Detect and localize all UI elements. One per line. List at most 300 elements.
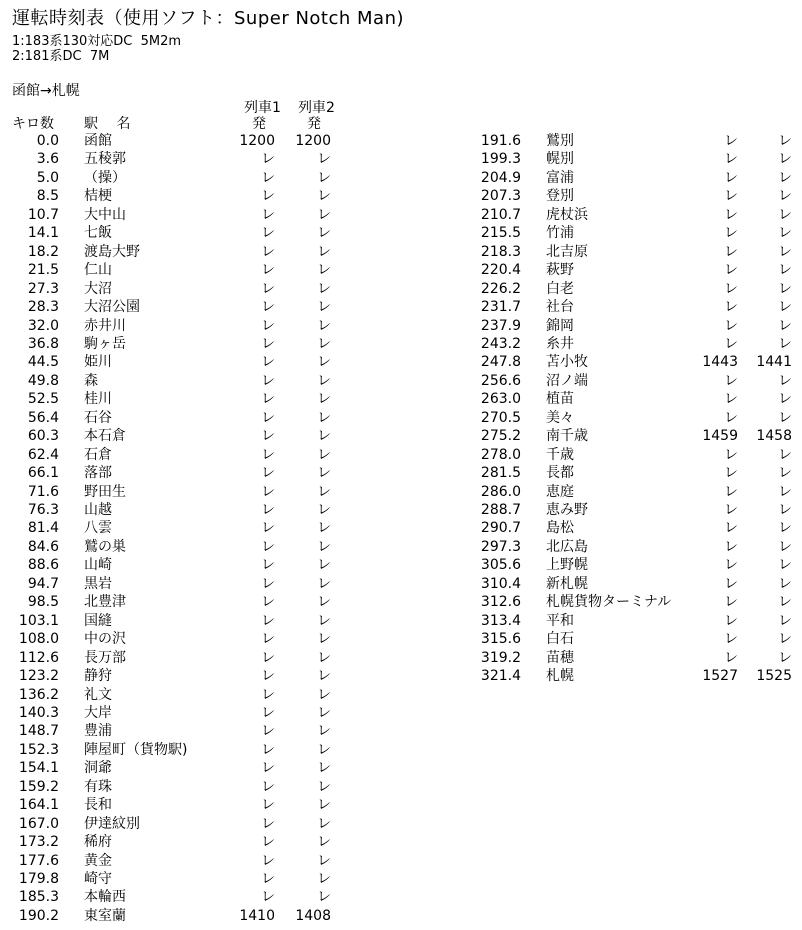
train-2-time: レ — [317, 741, 331, 758]
timetable-row — [0, 556, 802, 574]
distance-km: 204.9 — [480, 169, 521, 186]
train-2-time: レ — [317, 243, 331, 260]
train-1-time: レ — [261, 704, 275, 721]
distance-km: 218.3 — [480, 243, 521, 260]
train-1-time: レ — [724, 446, 738, 463]
timetable-row — [0, 519, 802, 537]
train-1-departure-header: 発 — [252, 116, 266, 132]
distance-km: 56.4 — [27, 409, 59, 426]
station-name: 南千歳 — [546, 428, 588, 445]
train-2-time: レ — [778, 409, 792, 426]
station-name: 平和 — [546, 612, 574, 629]
distance-km: 84.6 — [27, 538, 59, 555]
train-1-time: レ — [261, 520, 275, 537]
distance-km: 313.4 — [480, 612, 521, 629]
distance-km: 270.5 — [480, 409, 521, 426]
distance-km: 108.0 — [18, 631, 59, 648]
train-1-time: レ — [261, 871, 275, 887]
station-name: 桂川 — [84, 391, 112, 408]
train-2-time: レ — [317, 575, 331, 592]
distance-km: 305.6 — [480, 557, 521, 574]
train-1-time: レ — [261, 262, 275, 279]
timetable-row — [0, 390, 802, 408]
train-1-time: レ — [261, 631, 275, 648]
train-2-time: 1525 — [756, 668, 792, 685]
station-name: 白老 — [546, 280, 574, 297]
train-1-time: レ — [724, 557, 738, 574]
train-2-time: レ — [317, 502, 331, 518]
distance-km: 231.7 — [480, 299, 521, 316]
train-1-time: 1410 — [239, 907, 275, 924]
train-2-time: レ — [317, 317, 331, 334]
train-1-time: レ — [724, 133, 738, 149]
timetable-row — [0, 335, 802, 353]
timetable-row — [0, 649, 802, 667]
station-name: 山崎 — [84, 557, 112, 574]
station-name: 札幌 — [546, 668, 574, 685]
train-2-time: レ — [317, 169, 331, 186]
timetable-row — [0, 741, 802, 759]
train-1-time: レ — [724, 151, 738, 168]
train-2-time: レ — [317, 834, 331, 851]
timetable-row — [0, 280, 802, 298]
train-2-time: レ — [778, 188, 792, 205]
train-1-time: レ — [261, 372, 275, 389]
station-name: 森 — [84, 372, 98, 389]
train-1-time: 1527 — [702, 668, 738, 685]
station-name: 鷲別 — [546, 133, 574, 149]
train-2-time: 1441 — [756, 354, 792, 371]
train-1-time: レ — [261, 465, 275, 482]
timetable-row — [0, 353, 802, 371]
train-1-time: レ — [261, 741, 275, 758]
timetable-row — [0, 446, 802, 464]
timetable-row — [0, 870, 802, 888]
train-2-time: レ — [778, 262, 792, 279]
train-2-time: レ — [317, 557, 331, 574]
station-name: 美々 — [546, 409, 574, 426]
direction-label: 函館→札幌 — [12, 83, 80, 99]
train-2-time: レ — [778, 520, 792, 537]
station-name: 鷲の巣 — [84, 538, 126, 555]
timetable-row — [0, 298, 802, 316]
train-2-time: レ — [317, 151, 331, 168]
distance-km: 247.8 — [480, 354, 521, 371]
distance-km: 140.3 — [18, 704, 59, 721]
train-2-time: レ — [778, 631, 792, 648]
train-2-time: レ — [778, 538, 792, 555]
train-2-time: レ — [317, 335, 331, 352]
train-1-time: レ — [261, 575, 275, 592]
distance-km: 207.3 — [480, 188, 521, 205]
station-name: 恵庭 — [546, 483, 574, 500]
train-1-time: レ — [724, 188, 738, 205]
train-1-time: レ — [724, 335, 738, 352]
train-2-time: レ — [778, 483, 792, 500]
station-name: 新札幌 — [546, 575, 588, 592]
distance-km: 49.8 — [27, 372, 59, 389]
train-2-time: レ — [317, 372, 331, 389]
distance-km: 103.1 — [18, 612, 59, 629]
train-1-time: レ — [261, 889, 275, 906]
train-1-time: 1443 — [702, 354, 738, 371]
station-name: 長和 — [84, 797, 112, 814]
timetable-row — [0, 206, 802, 224]
train-2-time: レ — [317, 815, 331, 832]
station-name: 虎杖浜 — [546, 206, 588, 223]
train-1-time: レ — [724, 206, 738, 223]
train-1-time: レ — [261, 243, 275, 260]
distance-km: 185.3 — [18, 889, 59, 906]
train-2-time: レ — [317, 446, 331, 463]
train-1-header: 列車1 — [244, 100, 281, 116]
train-1-time: レ — [261, 428, 275, 445]
train-2-time: レ — [778, 243, 792, 260]
train-1-time: レ — [261, 723, 275, 740]
train-2-time: レ — [778, 594, 792, 611]
train-2-time: レ — [778, 280, 792, 297]
distance-km: 21.5 — [27, 262, 59, 279]
train-1-time: レ — [724, 372, 738, 389]
train-1-time: レ — [724, 538, 738, 555]
station-header: 駅 名 — [84, 116, 131, 132]
timetable-row — [0, 372, 802, 390]
train-1-time: レ — [261, 446, 275, 463]
train-2-time: 1200 — [295, 133, 331, 149]
station-name: 黒岩 — [84, 575, 112, 592]
station-name: 萩野 — [546, 262, 574, 279]
distance-km: 98.5 — [27, 594, 59, 611]
distance-km: 27.3 — [27, 280, 59, 297]
distance-km: 310.4 — [480, 575, 521, 592]
distance-km: 10.7 — [27, 206, 59, 223]
station-name: 沼ノ端 — [546, 372, 588, 389]
station-name: 野田生 — [84, 483, 126, 500]
distance-km: 76.3 — [27, 502, 59, 518]
train-2-time: レ — [778, 649, 792, 666]
distance-km: 173.2 — [18, 834, 59, 851]
train-1-time: レ — [261, 280, 275, 297]
station-name: 赤井川 — [84, 317, 126, 334]
train-2-time: レ — [778, 133, 792, 149]
timetable-row — [0, 852, 802, 870]
train-2-time: レ — [778, 299, 792, 316]
train-2-time: 1458 — [756, 428, 792, 445]
station-name: 竹浦 — [546, 225, 574, 242]
train-1-time: レ — [724, 612, 738, 629]
station-name: 上野幌 — [546, 557, 588, 574]
train-2-time: レ — [778, 372, 792, 389]
station-name: 黄金 — [84, 852, 112, 869]
station-name: 長都 — [546, 465, 574, 482]
timetable-row — [0, 612, 802, 630]
distance-km: 321.4 — [480, 668, 521, 685]
distance-km: 191.6 — [480, 133, 521, 149]
train-2-time: レ — [317, 520, 331, 537]
distance-km: 123.2 — [18, 668, 59, 685]
train-2-time: レ — [778, 317, 792, 334]
distance-km: 36.8 — [27, 335, 59, 352]
train-1-time: レ — [724, 594, 738, 611]
station-name: 函館 — [84, 133, 112, 149]
distance-km: 60.3 — [27, 428, 59, 445]
train-2-time: 1408 — [295, 907, 331, 924]
distance-km: 159.2 — [18, 778, 59, 795]
timetable-row — [0, 169, 802, 187]
train-2-time: レ — [778, 151, 792, 168]
train-1-time: レ — [261, 225, 275, 242]
station-name: 富浦 — [546, 169, 574, 186]
train-2-time: レ — [778, 575, 792, 592]
distance-km: 0.0 — [36, 133, 59, 149]
distance-km: 148.7 — [18, 723, 59, 740]
train-2-time: レ — [778, 206, 792, 223]
distance-km: 297.3 — [480, 538, 521, 555]
timetable-row — [0, 759, 802, 777]
train-1-time: レ — [261, 594, 275, 611]
distance-km: 190.2 — [18, 907, 59, 924]
distance-km: 281.5 — [480, 465, 521, 482]
distance-km: 275.2 — [480, 428, 521, 445]
timetable-row — [0, 409, 802, 427]
train-1-time: レ — [724, 243, 738, 260]
timetable-row — [0, 593, 802, 611]
station-name: 北広島 — [546, 538, 588, 555]
train-1-time: レ — [261, 409, 275, 426]
train-2-time: レ — [317, 668, 331, 685]
station-name: 落部 — [84, 465, 112, 482]
station-name: 豊浦 — [84, 723, 112, 740]
train-1-time: レ — [261, 317, 275, 334]
station-name: 山越 — [84, 502, 112, 518]
station-name: 糸井 — [546, 335, 574, 352]
timetable-row — [0, 575, 802, 593]
distance-km: 152.3 — [18, 741, 59, 758]
train-1-time: レ — [261, 391, 275, 408]
timetable-row — [0, 150, 802, 168]
timetable-row — [0, 686, 802, 704]
station-name: 大沼公園 — [84, 299, 140, 316]
timetable-row — [0, 815, 802, 833]
station-name: 千歳 — [546, 446, 574, 463]
km-header: キロ数 — [12, 116, 54, 132]
train-2-time: レ — [317, 612, 331, 629]
train-1-time: レ — [724, 391, 738, 408]
distance-km: 263.0 — [480, 391, 521, 408]
station-name: 大岸 — [84, 704, 112, 721]
train-2-departure-header: 発 — [307, 116, 321, 132]
station-name: 駒ヶ岳 — [84, 335, 126, 352]
train-2-time: レ — [778, 391, 792, 408]
timetable-row — [0, 722, 802, 740]
distance-km: 66.1 — [27, 465, 59, 482]
station-name: 本石倉 — [84, 428, 126, 445]
station-name: 仁山 — [84, 262, 112, 279]
distance-km: 220.4 — [480, 262, 521, 279]
distance-km: 32.0 — [27, 317, 59, 334]
station-name: 苗穂 — [546, 649, 574, 666]
train-2-description: 2:181系DC 7M — [12, 49, 110, 64]
train-2-time: レ — [778, 446, 792, 463]
station-name: 社台 — [546, 299, 574, 316]
distance-km: 290.7 — [480, 520, 521, 537]
timetable-row — [0, 630, 802, 648]
station-name: 本輪西 — [84, 889, 126, 906]
station-name: 礼文 — [84, 686, 112, 703]
train-2-time: レ — [317, 299, 331, 316]
distance-km: 215.5 — [480, 225, 521, 242]
station-name: 崎守 — [84, 871, 112, 887]
train-1-time: レ — [724, 520, 738, 537]
station-name: 白石 — [546, 631, 574, 648]
page-title: 運転時刻表（使用ソフト：Super Notch Man) — [12, 8, 405, 29]
timetable-row — [0, 501, 802, 519]
train-2-time: レ — [778, 465, 792, 482]
train-1-time: レ — [261, 649, 275, 666]
train-2-time: レ — [317, 262, 331, 279]
train-1-time: レ — [724, 169, 738, 186]
station-name: 植苗 — [546, 391, 574, 408]
distance-km: 288.7 — [480, 502, 521, 518]
train-2-time: レ — [317, 723, 331, 740]
train-1-time: レ — [261, 834, 275, 851]
timetable-row — [0, 483, 802, 501]
train-2-time: レ — [778, 612, 792, 629]
timetable-row — [0, 778, 802, 796]
train-1-time: レ — [261, 354, 275, 371]
train-1-time: レ — [261, 299, 275, 316]
timetable-row — [0, 187, 802, 205]
train-2-time: レ — [317, 391, 331, 408]
station-name: 札幌貨物ターミナル — [546, 594, 672, 611]
train-2-header: 列車2 — [298, 100, 335, 116]
train-2-time: レ — [317, 428, 331, 445]
distance-km: 8.5 — [36, 188, 59, 205]
distance-km: 81.4 — [27, 520, 59, 537]
station-name: 石倉 — [84, 446, 112, 463]
train-1-time: レ — [724, 502, 738, 518]
timetable-row — [0, 888, 802, 906]
train-1-time: レ — [724, 465, 738, 482]
distance-km: 177.6 — [18, 852, 59, 869]
train-2-time: レ — [317, 206, 331, 223]
distance-km: 243.2 — [480, 335, 521, 352]
distance-km: 52.5 — [27, 391, 59, 408]
station-name: 東室蘭 — [84, 907, 126, 924]
train-1-time: レ — [261, 686, 275, 703]
train-1-time: レ — [261, 668, 275, 685]
train-2-time: レ — [317, 225, 331, 242]
distance-km: 315.6 — [480, 631, 521, 648]
train-1-time: レ — [261, 557, 275, 574]
distance-km: 5.0 — [36, 169, 59, 186]
distance-km: 164.1 — [18, 797, 59, 814]
timetable-row — [0, 132, 802, 150]
train-2-time: レ — [317, 778, 331, 795]
station-name: （操） — [84, 169, 126, 186]
distance-km: 71.6 — [27, 483, 59, 500]
train-2-time: レ — [778, 225, 792, 242]
distance-km: 319.2 — [480, 649, 521, 666]
station-name: 伊達紋別 — [84, 815, 140, 832]
timetable-row — [0, 464, 802, 482]
train-1-time: 1200 — [239, 133, 275, 149]
station-name: 有珠 — [84, 778, 112, 795]
distance-km: 14.1 — [27, 225, 59, 242]
timetable-row — [0, 261, 802, 279]
station-name: 桔梗 — [84, 188, 112, 205]
distance-km: 199.3 — [480, 151, 521, 168]
station-name: 北豊津 — [84, 594, 126, 611]
train-2-time: レ — [317, 280, 331, 297]
distance-km: 28.3 — [27, 299, 59, 316]
station-name: 幌別 — [546, 151, 574, 168]
distance-km: 256.6 — [480, 372, 521, 389]
train-1-time: レ — [261, 188, 275, 205]
train-1-time: レ — [261, 778, 275, 795]
train-1-time: レ — [261, 502, 275, 518]
train-1-time: レ — [261, 612, 275, 629]
train-1-time: 1459 — [702, 428, 738, 445]
train-1-time: レ — [261, 206, 275, 223]
distance-km: 94.7 — [27, 575, 59, 592]
timetable-row — [0, 243, 802, 261]
station-name: 長万部 — [84, 649, 126, 666]
distance-km: 88.6 — [27, 557, 59, 574]
station-name: 苫小牧 — [546, 354, 588, 371]
train-2-time: レ — [317, 538, 331, 555]
distance-km: 210.7 — [480, 206, 521, 223]
train-1-description: 1:183系130対応DC 5M2m — [12, 34, 182, 49]
station-name: 国縫 — [84, 612, 112, 629]
train-2-time: レ — [317, 704, 331, 721]
train-1-time: レ — [261, 483, 275, 500]
station-name: 陣屋町（貨物駅) — [84, 741, 188, 758]
train-1-time: レ — [261, 852, 275, 869]
train-1-time: レ — [724, 262, 738, 279]
distance-km: 44.5 — [27, 354, 59, 371]
timetable-row — [0, 704, 802, 722]
train-1-time: レ — [261, 169, 275, 186]
distance-km: 136.2 — [18, 686, 59, 703]
timetable-row — [0, 538, 802, 556]
distance-km: 286.0 — [480, 483, 521, 500]
train-1-time: レ — [724, 575, 738, 592]
timetable-row — [0, 667, 802, 685]
station-name: 八雲 — [84, 520, 112, 537]
train-2-time: レ — [778, 502, 792, 518]
station-name: 北吉原 — [546, 243, 588, 260]
station-name: 登別 — [546, 188, 574, 205]
train-1-time: レ — [261, 538, 275, 555]
train-1-time: レ — [261, 797, 275, 814]
station-name: 錦岡 — [546, 317, 574, 334]
train-2-time: レ — [778, 557, 792, 574]
train-2-time: レ — [317, 188, 331, 205]
distance-km: 112.6 — [18, 649, 59, 666]
train-2-time: レ — [778, 335, 792, 352]
train-1-time: レ — [724, 483, 738, 500]
train-1-time: レ — [724, 225, 738, 242]
station-name: 中の沢 — [84, 631, 126, 648]
distance-km: 62.4 — [27, 446, 59, 463]
distance-km: 237.9 — [480, 317, 521, 334]
train-2-time: レ — [317, 889, 331, 906]
train-2-time: レ — [317, 686, 331, 703]
station-name: 渡島大野 — [84, 243, 140, 260]
distance-km: 167.0 — [18, 815, 59, 832]
station-name: 七飯 — [84, 225, 112, 242]
